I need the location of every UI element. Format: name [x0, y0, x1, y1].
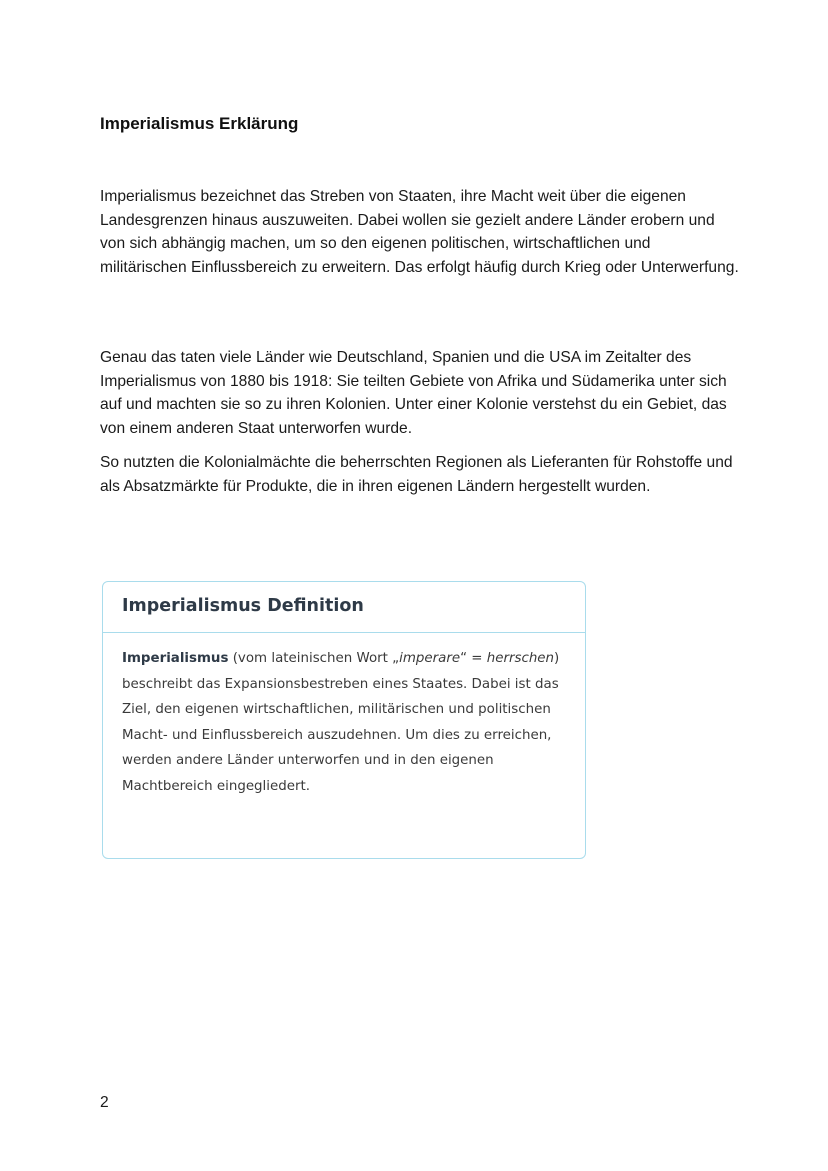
page-title: Imperialismus Erklärung: [100, 114, 299, 133]
definition-equals-text: “ =: [460, 651, 487, 666]
latin-translation: herrschen: [486, 651, 555, 666]
latin-word: imperare: [399, 651, 461, 666]
definition-title: Imperialismus Definition: [122, 596, 364, 616]
intro-paragraph: Imperialismus bezeichnet das Streben von Staaten, ihre Macht weit über die eigenen Landesgrenzen hinaus auszuweiten. Dabei wollen sie gezielt andere Länder erobern und von sich abhängig machen, um so den eigenen politischen, wirtschaftlichen und militärischen Einflussbereich zu erweitern. Das erfolgt häufig durch Krieg oder Unterwerfung.: [100, 188, 739, 276]
history-paragraph: Genau das taten viele Länder wie Deutschland, Spanien und die USA im Zeitalter des Imperialismus von 1880 bis 1918: Sie teilten Gebiete von Afrika und Südamerika unter sich auf und machten sie so zu ihren Kolonien. Unter einer Kolonie verstehst du ein Gebiet, das von einem anderen Staat unterworfen wurde.: [100, 349, 727, 437]
definition-box: [102, 581, 586, 859]
definition-explanation: ) beschreibt das Expansionsbestreben eines Staates. Dabei ist das Ziel, den eigenen wirtschaftlichen, militärischen und politischen Macht- und Einflussbereich auszudehnen. Um dies zu erreichen, werden andere Länder unterworfen und in den eigenen Machtbereich eingegliedert.: [122, 651, 560, 794]
page-number: 2: [100, 1094, 109, 1111]
definition-text: [103, 633, 585, 800]
definition-box-header: [103, 582, 585, 633]
definition-term: Imperialismus: [122, 651, 229, 666]
definition-origin-text: (vom lateinischen Wort „: [228, 651, 400, 666]
colonial-powers-paragraph: So nutzten die Kolonialmächte die beherrschten Regionen als Lieferanten für Rohstoffe und als Absatzmärkte für Produkte, die in ihren eigenen Ländern hergestellt wurden.: [100, 454, 733, 495]
